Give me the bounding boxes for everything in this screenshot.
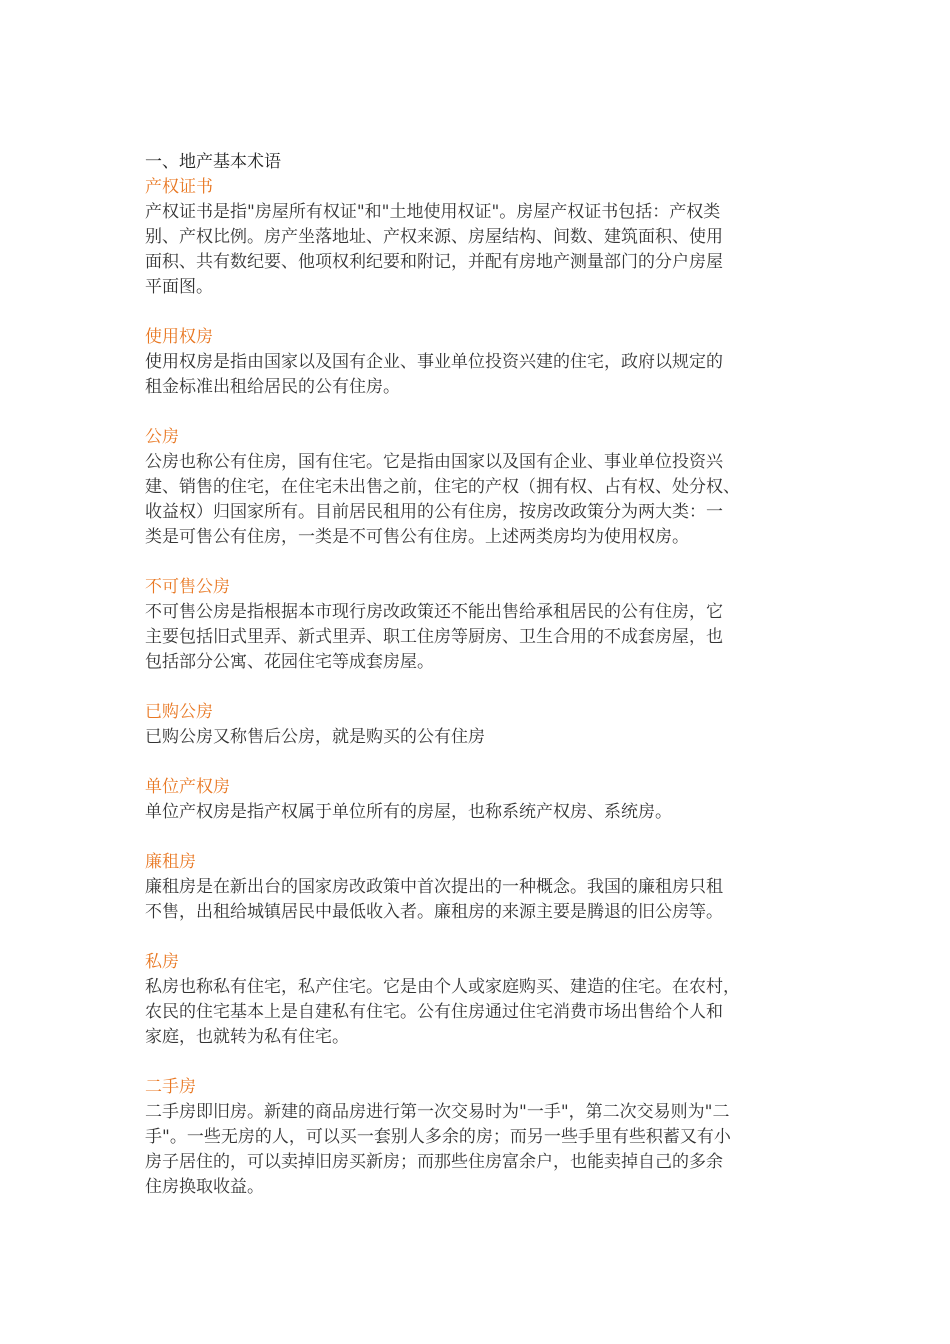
definition-line: 租金标准出租给居民的公有住房。	[145, 377, 400, 397]
definition-line: 类是可售公有住房，一类是不可售公有住房。上述两类房均为使用权房。	[145, 527, 689, 547]
definition-line: 别、产权比例。房产坐落地址、产权来源、房屋结构、间数、建筑面积、使用	[145, 227, 723, 247]
definition-line: 农民的住宅基本上是自建私有住宅。公有住房通过住宅消费市场出售给个人和	[145, 1002, 723, 1022]
definition-line: 面积、共有数纪要、他项权利纪要和附记，并配有房地产测量部门的分户房屋	[145, 252, 723, 272]
term-block	[145, 175, 810, 300]
term-heading: 公房	[145, 427, 179, 447]
term-definition	[145, 1100, 810, 1200]
term-heading: 单位产权房	[145, 777, 230, 797]
definition-line: 私房也称私有住宅，私产住宅。它是由个人或家庭购买、建造的住宅。在农村，	[145, 977, 740, 997]
term-block	[145, 575, 810, 675]
document-page	[145, 150, 810, 1200]
term-block	[145, 325, 810, 400]
term-heading: 廉租房	[145, 852, 196, 872]
definition-line: 包括部分公寓、花园住宅等成套房屋。	[145, 652, 434, 672]
definition-line: 廉租房是在新出台的国家房改政策中首次提出的一种概念。我国的廉租房只租	[145, 877, 723, 897]
definition-line: 不售，出租给城镇居民中最低收入者。廉租房的来源主要是腾退的旧公房等。	[145, 902, 723, 922]
definition-line: 收益权）归国家所有。目前居民租用的公有住房，按房改政策分为两大类：一	[145, 502, 723, 522]
term-heading: 产权证书	[145, 177, 213, 197]
definition-line: 家庭，也就转为私有住宅。	[145, 1027, 349, 1047]
section-title: 一、地产基本术语	[145, 152, 281, 172]
term-list	[145, 175, 810, 1200]
term-heading: 二手房	[145, 1077, 196, 1097]
definition-line: 不可售公房是指根据本市现行房改政策还不能出售给承租居民的公有住房，它	[145, 602, 723, 622]
definition-line: 产权证书是指"房屋所有权证"和"土地使用权证"。房屋产权证书包括：产权类	[145, 202, 721, 222]
term-definition	[145, 200, 810, 300]
term-definition	[145, 800, 810, 825]
term-definition	[145, 975, 810, 1050]
definition-line: 已购公房又称售后公房，就是购买的公有住房	[145, 727, 485, 747]
term-block	[145, 700, 810, 750]
term-heading: 使用权房	[145, 327, 213, 347]
term-block	[145, 850, 810, 925]
term-definition	[145, 600, 810, 675]
term-heading: 已购公房	[145, 702, 213, 722]
definition-line: 住房换取收益。	[145, 1177, 264, 1197]
term-block	[145, 1075, 810, 1200]
term-definition	[145, 875, 810, 925]
term-block	[145, 425, 810, 550]
term-definition	[145, 725, 810, 750]
definition-line: 主要包括旧式里弄、新式里弄、职工住房等厨房、卫生合用的不成套房屋，也	[145, 627, 723, 647]
definition-line: 二手房即旧房。新建的商品房进行第一次交易时为"一手"，第二次交易则为"二	[145, 1102, 730, 1122]
definition-line: 公房也称公有住房，国有住宅。它是指由国家以及国有企业、事业单位投资兴	[145, 452, 723, 472]
definition-line: 手"。一些无房的人，可以买一套别人多余的房；而另一些手里有些积蓄又有小	[145, 1127, 731, 1147]
definition-line: 建、销售的住宅，在住宅未出售之前，住宅的产权（拥有权、占有权、处分权、	[145, 477, 740, 497]
term-block	[145, 950, 810, 1050]
term-block	[145, 775, 810, 825]
definition-line: 单位产权房是指产权属于单位所有的房屋，也称系统产权房、系统房。	[145, 802, 672, 822]
definition-line: 使用权房是指由国家以及国有企业、事业单位投资兴建的住宅，政府以规定的	[145, 352, 723, 372]
term-heading: 私房	[145, 952, 179, 972]
definition-line: 平面图。	[145, 277, 213, 297]
definition-line: 房子居住的，可以卖掉旧房买新房；而那些住房富余户，也能卖掉自己的多余	[145, 1152, 723, 1172]
term-definition	[145, 350, 810, 400]
term-definition	[145, 450, 810, 550]
term-heading: 不可售公房	[145, 577, 230, 597]
